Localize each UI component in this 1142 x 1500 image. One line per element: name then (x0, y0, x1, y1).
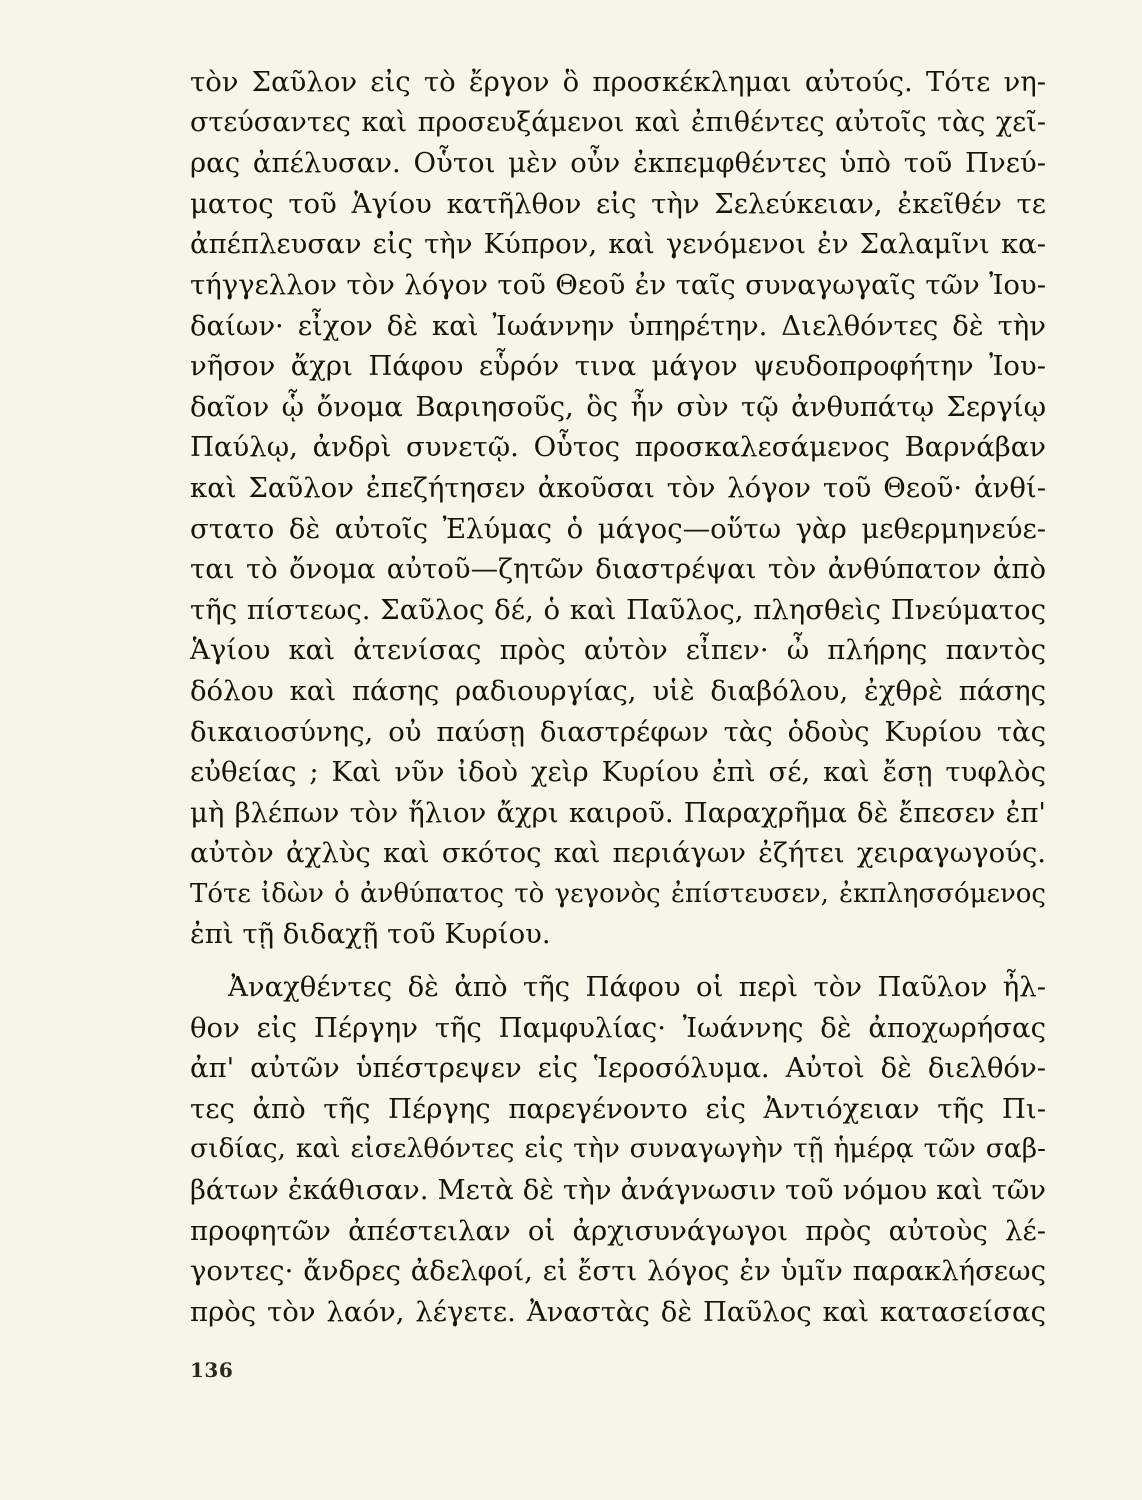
text-line: Τότε ἰδὼν ὁ ἀνθύπατος τὸ γεγονὸς ἐπίστευσεν, ἐκπλησσόμενος (190, 878, 1046, 909)
text-line: Παύλῳ, ἀνδρὶ συνετῷ. Οὗτος προσκαλεσάμενος Βαρνάβαν (190, 431, 1046, 464)
text-line: στεύσαντες καὶ προσευξάμενοι καὶ ἐπιθέντες αὐτοῖς τὰς χεῖ- (190, 106, 1046, 138)
text-line: Ἁγίου καὶ ἀτενίσας πρὸς αὐτὸν εἶπεν· ὦ πλήρης παντὸς (190, 634, 1046, 667)
text-line: γοντες· ἄνδρες ἀδελφοί, εἰ ἔστι λόγος ἐν ὑμῖν παρακλήσεως (190, 1255, 1046, 1288)
body-text (190, 62, 1046, 1332)
page-number: 136 (190, 1358, 234, 1382)
text-line: δόλου καὶ πάσης ραδιουργίας, υἱὲ διαβόλου, ἐχθρὲ πάσης (190, 674, 1046, 707)
text-line: Ἀναχθέντες δὲ ἀπὸ τῆς Πάφου οἱ περὶ τὸν Παῦλον ἦλ- (228, 971, 1046, 1004)
text-line: τὸν Σαῦλον εἰς τὸ ἔργον ὃ προσκέκλημαι αὐτούς. Τότε νη- (190, 66, 1046, 98)
text-line: νῆσον ἄχρι Πάφου εὗρόν τινα μάγον ψευδοπροφήτην Ἰου- (190, 350, 1046, 383)
text-line: στατο δὲ αὐτοῖς Ἐλύμας ὁ μάγος—οὕτω γὰρ μεθερμηνεύε- (190, 512, 1046, 545)
text-line: δαίων· εἶχον δὲ καὶ Ἰωάννην ὑπηρέτην. Διελθόντες δὲ τὴν (190, 309, 1046, 342)
text-line: ται τὸ ὄνομα αὐτοῦ—ζητῶν διαστρέψαι τὸν ἀνθύπατον ἀπὸ (190, 553, 1046, 586)
text-line: τῆς πίστεως. Σαῦλος δέ, ὁ καὶ Παῦλος, πλησθεὶς Πνεύματος (190, 593, 1046, 626)
text-line: ματος τοῦ Ἁγίου κατῆλθον εἰς τὴν Σελεύκειαν, ἐκεῖθέν τε (190, 187, 1046, 220)
text-line: ἀπέπλευσαν εἰς τὴν Κύπρον, καὶ γενόμενοι ἐν Σαλαμῖνι κα- (190, 228, 1046, 261)
text-line: θον εἰς Πέργην τῆς Παμφυλίας· Ἰωάννης δὲ ἀποχωρήσας (190, 1011, 1046, 1044)
text-line: πρὸς τὸν λαόν, λέγετε. Ἀναστὰς δὲ Παῦλος καὶ κατασείσας (190, 1295, 1046, 1328)
paragraph-2 (190, 967, 1046, 1332)
text-line: δαῖον ᾧ ὄνομα Βαριησοῦς, ὃς ἦν σὺν τῷ ἀνθυπάτῳ Σεργίῳ (190, 390, 1046, 423)
text-line: μὴ βλέπων τὸν ἥλιον ἄχρι καιροῦ. Παραχρῆμα δὲ ἔπεσεν ἐπ' (190, 796, 1046, 829)
text-line: εὐθείας ; Καὶ νῦν ἰδοὺ χεὶρ Κυρίου ἐπὶ σέ, καὶ ἔσῃ τυφλὸς (190, 756, 1046, 789)
text-line: ἀπ' αὐτῶν ὑπέστρεψεν εἰς Ἱεροσόλυμα. Αὐτοὶ δὲ διελθόν- (190, 1052, 1046, 1085)
text-line: τήγγελλον τὸν λόγον τοῦ Θεοῦ ἐν ταῖς συναγωγαῖς τῶν Ἰου- (190, 268, 1046, 301)
paragraph-1 (190, 62, 1046, 955)
text-line: δικαιοσύνης, οὐ παύσῃ διαστρέφων τὰς ὁδοὺς Κυρίου τὰς (190, 715, 1046, 748)
text-line: ἐπὶ τῇ διδαχῇ τοῦ Κυρίου. (190, 918, 551, 951)
text-line: τες ἀπὸ τῆς Πέργης παρεγένοντο εἰς Ἀντιόχειαν τῆς Πι- (190, 1092, 1046, 1125)
text-line: σιδίας, καὶ εἰσελθόντες εἰς τὴν συναγωγὴν τῇ ἡμέρᾳ τῶν σαβ- (190, 1133, 1046, 1165)
text-line: προφητῶν ἀπέστειλαν οἱ ἀρχισυνάγωγοι πρὸς αὐτοὺς λέ- (190, 1214, 1046, 1247)
text-line: καὶ Σαῦλον ἐπεζήτησεν ἀκοῦσαι τὸν λόγον τοῦ Θεοῦ· ἀνθί- (190, 471, 1046, 504)
paragraph-gap (190, 955, 1046, 967)
text-line: ρας ἀπέλυσαν. Οὗτοι μὲν οὖν ἐκπεμφθέντες ὑπὸ τοῦ Πνεύ- (190, 147, 1046, 180)
text-line: αὐτὸν ἀχλὺς καὶ σκότος καὶ περιάγων ἐζήτει χειραγωγούς. (190, 837, 1046, 870)
text-line: βάτων ἐκάθισαν. Μετὰ δὲ τὴν ἀνάγνωσιν τοῦ νόμου καὶ τῶν (190, 1174, 1046, 1207)
